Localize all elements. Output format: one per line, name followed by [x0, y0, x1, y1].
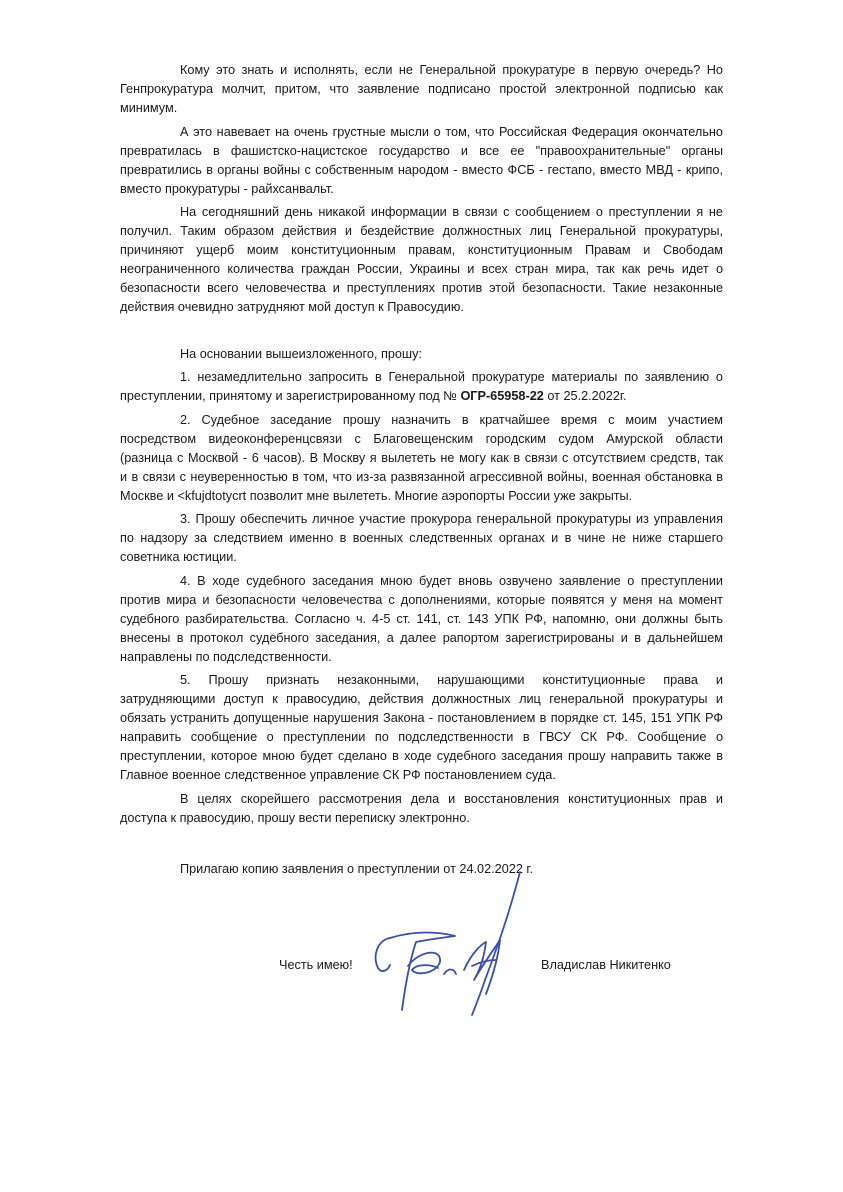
text-line: затрудняющими доступ к правосудию, действия должностных лиц генеральной прокуратуры и [120, 692, 723, 706]
text-line: 5. Прошу признать незаконными, нарушающими конституционные права и [180, 673, 723, 687]
text-line: судебного разбирательства. Согласно ч. 4-5 ст. 141, ст. 143 УПК РФ, напомню, они должны быть [120, 611, 723, 626]
text-line: В целях скорейшего рассмотрения дела и восстановления конституционных прав и [180, 791, 723, 806]
text-line: Генпрокуратура молчит, притом, что заявление подписано простой электронной подписью как [120, 82, 723, 96]
document-body [120, 61, 723, 884]
text-line: посредством видеоконференцсвязи с Благовещенским городским судом Амурской области [120, 431, 723, 446]
request-item [120, 411, 723, 506]
text-line: 4. В ходе судебного заседания мною будет вновь озвучено заявление о преступлении [180, 573, 723, 588]
request-item [120, 671, 723, 785]
text-line: причиняют ущерб моим конституционным правам, конституционным Правам и Свободам [120, 243, 723, 257]
text-line: 3. Прошу обеспечить личное участие прокурора генеральной прокуратуры из управления [180, 512, 723, 526]
text-line: превратились в органы войны с собственным народом - вместо ФСБ - гестапо, вместо МВД - крипо, [120, 162, 723, 177]
text-line: (разница с Москвой - 6 часов). В Москву я вылететь не могу как в связи с отсутствием средств, так [120, 450, 723, 465]
text-line: минимум. [120, 101, 178, 115]
text-line: получил. Таким образом действия и бездействие должностных лиц Генеральной прокуратуры, [120, 224, 723, 238]
text-line: обязать устранить допущенные нарушения Закона - постановлением в порядке ст. 145, 151 УПК РФ [120, 711, 723, 725]
text-line: Москве и <kfujdtotycrt позволит мне вылететь. Многие аэропорты России уже закрыты. [120, 488, 633, 503]
text-line: безопасности всего человечества и преступлениях против этой безопасности. Такие незаконные [120, 281, 723, 295]
text-line: советника юстиции. [120, 550, 237, 564]
text-line: превратилась в фашистско-нацистское государство и все ее "правоохранительные" органы [120, 143, 723, 158]
text-line: неограниченного количества граждан России, Украины и всех стран мира, так как речь идет о [120, 262, 723, 276]
text-line: по надзору за следствием именно в военных следственных органах и в чине не ниже старшего [120, 531, 723, 545]
text-line: преступлении, которое мною будет сделано в ходе судебного заседания прошу направить также в [120, 749, 723, 763]
text-line: внесены в протокол судебного заседания, а далее рапортом зарегистрированы и в дальнейшем [120, 630, 723, 645]
text-line: против мира и безопасности человечества с дополнениями, которые появятся у меня на момент [120, 592, 723, 607]
handwritten-signature [360, 870, 540, 1020]
text-line: направить сообщение о преступлении по подследственности в ГВСУ СК РФ. Сообщение о [120, 730, 723, 744]
text-line: На сегодняшний день никакой информации в связи с сообщением о преступлении я не [180, 205, 723, 219]
closing-phrase: Честь имею! [279, 958, 353, 972]
text-line: А это навевает на очень грустные мысли о том, что Российская Федерация окончательно [180, 124, 723, 139]
text-line: и в связи с неуверенностью в том, что из-за развязанной агрессивной войны, военная обстановка в [120, 469, 723, 484]
text-line: вместо прокуратуры - райхсанвальт. [120, 181, 334, 196]
request-item [120, 510, 723, 567]
request-item-1: 1. незамедлительно запросить в Генеральной прокуратуре материалы по заявлению о преступлении, принятому и зарегистрированному под № ОГР-65958-22 от 25.2.2022г. [120, 370, 723, 403]
text-line: направлены по подследственности. [120, 649, 332, 664]
text-line: Кому это знать и исполнять, если не Генеральной прокуратуре в первую очередь? Но [180, 63, 723, 77]
paragraph [120, 61, 723, 118]
paragraph [120, 203, 723, 317]
request-item [120, 790, 723, 828]
request-intro: На основании вышеизложенного, прошу: [180, 346, 422, 361]
signer-name: Владислав Никитенко [541, 958, 671, 972]
text-line: доступа к правосудию, прошу вести переписку электронно. [120, 810, 470, 825]
text-line: Главное военное следственное управление СК РФ постановлением суда. [120, 768, 556, 782]
text-line: действия очевидно затрудняют мой доступ к Правосудию. [120, 300, 464, 314]
registration-number: ОГР-65958-22 [460, 389, 544, 403]
paragraph [120, 123, 723, 199]
text-line: 2. Судебное заседание прошу назначить в кратчайшее время с моим участием [180, 412, 723, 427]
attachment-note: Прилагаю копию заявления о преступлении от 24.02.2022 г. [180, 862, 534, 876]
request-item [120, 572, 723, 667]
